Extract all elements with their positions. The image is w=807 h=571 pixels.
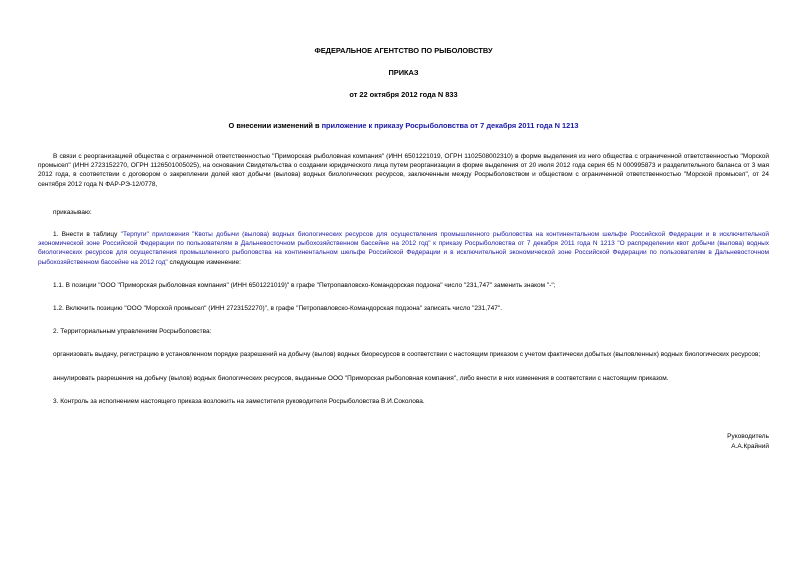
paragraph-item-2: 2. Территориальным управлениям Росрыболовства:	[53, 328, 212, 336]
document-date: от 22 октября 2012 года N 833	[349, 90, 458, 99]
signature-block	[727, 432, 769, 451]
paragraph-annul: аннулировать разрешения на добычу (вылов) водных биологических ресурсов, выданные ООО "Приморская рыболовная компания", либо внести в них изменения в соответствии с настоящим приказом.	[53, 374, 669, 382]
document-body	[38, 152, 769, 406]
item-1-link[interactable]: "Терпуги" приложения "Квоты добычи (вылова) водных биологических ресурсов для осуществления промышленного рыболовства на континентальном шельфе Российской Федерации и в исключительной экономической зоне Российской Федерации по пользователям в Дальневосточном рыбохозяйственном бассейне на 2012 год" к приказу Росрыболовства от 7 декабря 2011 года N 1213 "О распределении квот добычи (вылова) водных биологических ресурсов для осуществления промышленного рыболовства на континентальном шельфе Российской Федерации и в исключительной экономической зоне Российской Федерации по пользователям в Дальневосточном рыбохозяйственном бассейне на 2012 год"	[38, 231, 769, 266]
paragraph-order: приказываю:	[53, 208, 92, 216]
title-link[interactable]: приложение к приказу Росрыболовства от 7 декабря 2011 года N 1213	[321, 121, 579, 130]
paragraph-preamble: В связи с реорганизацией общества с ограниченной ответственностью "Приморская рыболовная компания" (ИНН 6501221019, ОГРН 1102508002310) в форме выделения из него общества с ограниченной ответственностью "Морской промысел" (ИНН 2723152270, ОГРН 1126501005025), на основании Свидетельства о создании юридического лица путем реорганизации в форме выделения от 20 июля 2012 года серия 65 N 000995873 и разделительного баланса от 3 мая 2012 года, в соответствии с договором о закреплении долей квот добычи (вылова) водных биологических ресурсов, заключенным между Росрыболовством и обществом с ограниченной ответственностью "Морской промысел", от 24 сентября 2012 года N ФАР-РЭ-12/0778,	[38, 153, 769, 188]
signature-position: Руководитель	[727, 433, 769, 440]
paragraph-item-1	[38, 230, 769, 267]
paragraph-organize: организовать выдачу, регистрацию в установленном порядке разрешений на добычу (вылов) водных биоресурсов в соответствии с настоящим приказом с учетом фактически добытых (выловленных) водных биологических ресурсов;	[53, 351, 761, 359]
title-prefix: О внесении изменений в	[228, 121, 322, 130]
signature-name: А.А.Крайний	[731, 442, 769, 450]
paragraph-item-1-1: 1.1. В позиции "ООО "Приморская рыболовная компания" (ИНН 6501221019)" в графе "Петропавловско-Командорская подзона" число "231,747" заменить знаком "-";	[53, 281, 556, 289]
document-type-heading: ПРИКАЗ	[388, 68, 419, 77]
paragraph-item-3: 3. Контроль за исполнением настоящего приказа возложить на заместителя руководителя Росрыболовства В.И.Соколова.	[53, 397, 425, 405]
paragraph-item-1-2: 1.2. Включить позицию "ООО "Морской промысел" (ИНН 2723152270)", в графе "Петропавловско-Командорская подзона" записать число "231,747".	[53, 305, 503, 313]
item-1-prefix: 1. Внести в таблицу	[53, 231, 121, 239]
document-title	[0, 121, 807, 130]
agency-heading: ФЕДЕРАЛЬНОЕ АГЕНТСТВО ПО РЫБОЛОВСТВУ	[314, 46, 493, 55]
item-1-suffix: следующие изменение:	[167, 258, 241, 266]
